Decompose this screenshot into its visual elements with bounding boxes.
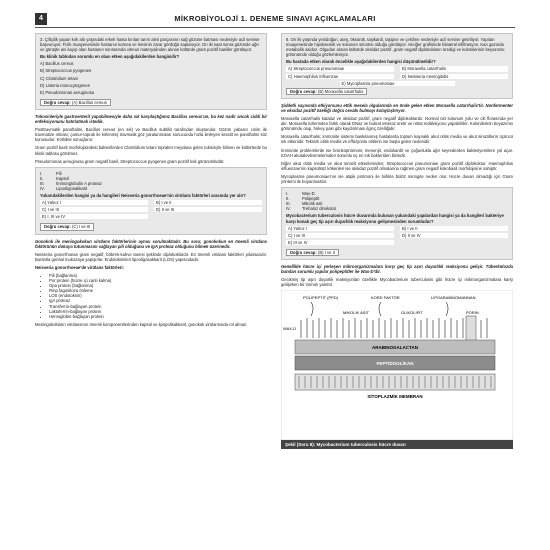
roman-num: I. [286,191,289,197]
question-2-box [35,167,267,235]
option: D) II ve IV [400,233,508,238]
option: D) Listeria monocytogenes [40,82,90,88]
option: E) Pseudomonas aeruginosa [40,89,95,95]
question-3-prompt: Bu klinik tablodan sorumlu en olası etken aşağıdakilerden hangisidir? [40,54,180,60]
list-item: • Hemoglobin-bağlayan protein [49,314,267,319]
answer-label: Doğru cevap: [44,99,71,105]
roman-text: Mikolik asit [302,201,323,207]
answer-label: Doğru cevap: [290,88,317,94]
option: D) II ve III [154,207,262,212]
options-grid [40,200,262,221]
label-mikolik-asit: MİKOLİK ASİT [343,310,370,316]
label-kord-faktor: KORD FAKTÖR [371,295,400,301]
roman-item [286,206,508,211]
question-3-stem: 3. Çiftçilik yapan kırk altı yaşındaki erkek hasta kırılan tarım aleti parçasının sağ gözüne batması nedeniyle acil servise başvuruyor. Fizik muayenesinde hastanın kornea ve lensinin zarar gördüğü saptanıyor. On iki saat sonra gözünde ağrı ve görüşte ani kayıp olan hastanın sonrasında vitreus materyalinden alınan kültürde gram pozitif basiller görülüyor. [40,37,260,53]
paragraph: Moraxella catarrhalis katalaz ve oksidaz pozitif, gram negatif diplokoklardır. Normal üst solunum yolu ve cilt florasında yer alır. Moraxella türlerinden farklı olarak DNaz ve butirat esteraz üretir ve nitrat redüksiyonu yapabilirler. Kolonilerinin beyazımsı görünümde olup, hokey pakı gibi kaydırılması ilginç özelliğidir. [281,116,513,132]
page-header [35,13,515,28]
list-item: • Pili (bağlanma) [49,273,267,278]
list-item: • Rmp fagositoza önleme [49,288,267,293]
page-number: 4 [35,13,47,25]
option: A) Yalnız I [40,200,148,205]
paragraph: Moraxella catarrhalis; immünite sistemi baskılanmış hastalarda toplum kaynaklı akut otitis media ve akut sinüzitlerin üçüncü sık etkenidir. Tekrarlı otitis media ve effüzyonlu otitlerin ise başta gelen nedenidir. [281,134,513,145]
label-peptidoglycan: PEPTİDOGLİKAN [376,361,414,367]
label-membrane: SİTOPLAZMİK MEMBRAN [367,394,423,400]
paragraph: Posttravmatik panoftalmi, Bacillus cereus (en sık) ve Bacillus subtilis tarafından oluşturulur. Gözün yabancı cisim ile travmatize olması; çamur-toprak ile kirlenmiş travmatik göz yaralanmaları sonucunda hızla ilerleyen keratit ve panoftalmi söz konusudur. Körlükle sonuçlanır. [35,127,267,143]
question-6-box [281,33,513,99]
page-title: MİKROBİYOLOJİ 1. DENEME SINAVI AÇIKLAMALARI [174,14,376,23]
label-arabinogalactan: ARABINOGALACTAN [372,345,418,351]
answer-label: Doğru cevap: [44,224,71,230]
paragraph: Mycoplasma pneumoniae'nın ise atipik pnömoni ile birlikte bülöz miringite neden olur. Hücre duvarı olmadığı için Gram yöntemi ile boyanmazlar. [281,173,513,184]
option: C) Clostridium tetani [40,75,78,81]
answer-label: Doğru cevap: [290,249,317,255]
paragraph: Gram pozitif basil morfolojisindeki bakterilerden Clostridium tetani topraktır meydana gelen tokisinyle bilinen ve kültürlerde bu klinik tablosu görülmez. [35,145,267,156]
question-3-box [35,33,267,110]
paragraph: Genellikle hücre içi yerleşen mikroorganizmalara karşı geç tip aşırı duyarlılık reaksiyonu gelişir. Tüberkülozda bundan sorumlu yapılar polipeptitler ile Wax-D'dir. [281,264,513,275]
options-grid [286,66,508,80]
paragraph: Gonokok ile meningokokun virülans faktörlerinin aynısı sorulmaktadır. Bu soru; gonokokun en önemli virülans faktörünün dokuya tutunmasını sağlayan pili olduğunu ve IgA proteaz olduğunu bilmek üzerinedir. [35,238,267,249]
right-column [281,33,513,450]
answer-value: (C) I ve III [71,224,91,230]
label-lipoarabinomannan: LİPOARABİNOMANNAN [431,295,476,301]
answer-badge [40,99,111,106]
roman-num: I. [40,170,43,176]
label-glikolipit: GLİKOLİPİT [401,310,423,316]
paragraph: Gecikmiş tip aşırı duyarlık reaksiyonları özellikle Mycobacterium tuberculosis gibi hücre içi mikroorganizmalara karşı gelişirken bir immün yanıttır. [281,277,513,288]
label-porin: PORİN [466,310,479,316]
option: B) I ve II [400,226,508,231]
roman-text: Pili [56,170,62,176]
label-polipeptit: POLİPEPTİT (PPD) [303,295,339,301]
option: B) I ve II [154,200,262,205]
option: E) III ve IV [286,240,394,245]
option: B) Moraxella catarrhalis [400,66,508,71]
list-item: • IgA proteaz [49,298,267,303]
question-8-prompt: Mycobacterium tuberculosis hücre duvarında bulunan yukarıdaki yapılardan hangisi ya da hangileri bakteriye karşı konak geç tip aşırı duyarlılık reaksiyonu gelişmesinden sorumludur? [286,213,504,224]
list-item: • LOS (endotoksin) [49,293,267,298]
options-grid [286,226,508,247]
answer-badge [40,223,94,230]
option: C) I ve III [286,233,394,238]
roman-text: Wax-D [302,191,315,197]
list-item: • Opa protein (bağlanma) [49,283,267,288]
roman-num: IV. [286,206,291,212]
roman-text: İmmünglobulin A proteaz [56,180,102,186]
question-6-prompt: Bu hastada etken olarak öncelikle aşağıdakilerden hangisi düşünülmelidir? [286,59,436,65]
list-item: • Transferrin-bağlayan protein [49,304,267,309]
roman-text: Kapsül [56,175,69,181]
option: C) Haemophilus influenzae [286,74,394,79]
roman-num: II. [286,196,290,202]
answer-value: (B) I ve II [317,249,335,255]
paragraph: Diğer akut otitis media ve akut sinüzit etkenlerinden; Streptococcus pneumoniae gram pozitif diplokoktur. Haemophilus influenzae'nin kapsülsüz kökenleri ise oksidaz pozitif olmalarına rağmen gram negatif kokobasil morfolojisine sahiptir. [281,160,513,171]
option: A) Yalnız I [286,226,394,231]
option: C) I ve III [40,207,148,212]
paragraph: Tokosinleriyle gastroenterit yapabilmesiyle daha sık karşılaştığımız Bacillus cereus'un, bu kez nadir ancak ciddi bir enfeksiyonunu hatırlatmak istedik. [35,113,267,125]
question-6-stem: 6. On iki yaşında yenidoğan, ateş, öksürük, taşikardi, taşipne ve çekilme nedeniyle acil servise getiriliyor. Yapılan muayenesinde hipoksemik ve solunum sıkıntısı olduğu görülüyor. Akciğer grafisinde bilateral infiltrasyon. Kan gazında metabolik asidoz. Olgudan alınan kültürde oksidaz pozitif, gram negatif diplokokların üredigi ve kolonilerinin beyazımsı görünümde olduğu gözlemleniyor. [286,37,505,58]
answer-badge [286,88,367,95]
option: D) Neisseria meningitidis [400,74,508,79]
roman-num: III. [40,180,45,186]
answer-value: (B) Moraxella catarrhalis [317,88,364,94]
question-8-box [281,187,513,260]
roman-item [40,186,262,191]
roman-num: IV. [40,185,45,191]
roman-num: III. [286,201,291,207]
paragraph: İmmünite problemlerde ise bronkopnömoni; menenjit, endokardit ve çoğunlukla ağır seyrederden bakteriyemilere yol açar. KOAH akutalevlenmelerinden sorumlu üç en sık bakteriden birisidir. [281,147,513,158]
list-title: Neisseria gonorrhoeae'de virülans faktörleri: [35,264,124,270]
roman-text: Lipooligosakkarit [56,185,88,191]
paragraph: Neisseria gonorrhoeae gram negatif, böbrek-kahve tanesi şeklinde diplokoklardır. En önemli virülans faktörleri pilussarıdır. Bunlarla genital mukozaya yapışırlar. Endotoksinleri lipooligosakkarit (LOS) yapısındadır. [35,251,267,262]
list-item: • Laktoferrin-bağlayan protein [49,309,267,314]
figure-caption: Şekil (Soru 8): Mycobacterium tuberculosis hücre duvarı [281,440,513,449]
option: B) Streptococcus pyogenes [40,68,92,74]
roman-text: Polipeptit [302,196,320,202]
option: E) I, III ve IV [40,214,148,219]
answer-badge [286,249,339,256]
paragraph: Meningokokların virülansının önemli komponentlerinden kapsül ve lipopolisakkarit, gonokok virülansında rol almaz. [35,321,248,327]
roman-text: Trehaloz dimikolat [302,206,336,212]
paragraph: Pseudomonas aeruginosa gram negatif basil, Streptococcus pyogenes gram pozitif kok görünümlüdür. [35,158,225,164]
option: E) Mycoplasma pneumoniae [340,81,455,86]
porin-channel [466,316,476,342]
label-wax-d: WAX-D [283,326,297,332]
virulence-list [35,273,267,319]
option: A) Bacillus cereus [40,61,74,67]
list-item: • Por protein (hücre içi canlı kalma) [49,278,267,283]
cell-wall-figure [281,290,513,450]
cell-wall-diagram [281,290,513,440]
paragraph: Şiddetli sayısında etkiyorsunu ettik mesela olgularında en önde gelen etken Moraxella catarrhalis'tir. Nonfermenter ve oksidaz pozitif özelliği doğru cevabı bulmayı kolaylaştırıyor. [281,102,513,113]
answer-value: (A) Bacillus cereus [71,99,107,105]
roman-num: II. [40,175,44,181]
left-column [35,33,267,330]
option: A) Streptococcus pneumoniae [286,66,394,71]
question-2-prompt: Yukarıdakilerden hangisi ya da hangileri Neisseria gonorrhoeae'nin virülans faktörleri arasında yer alır? [40,193,246,199]
